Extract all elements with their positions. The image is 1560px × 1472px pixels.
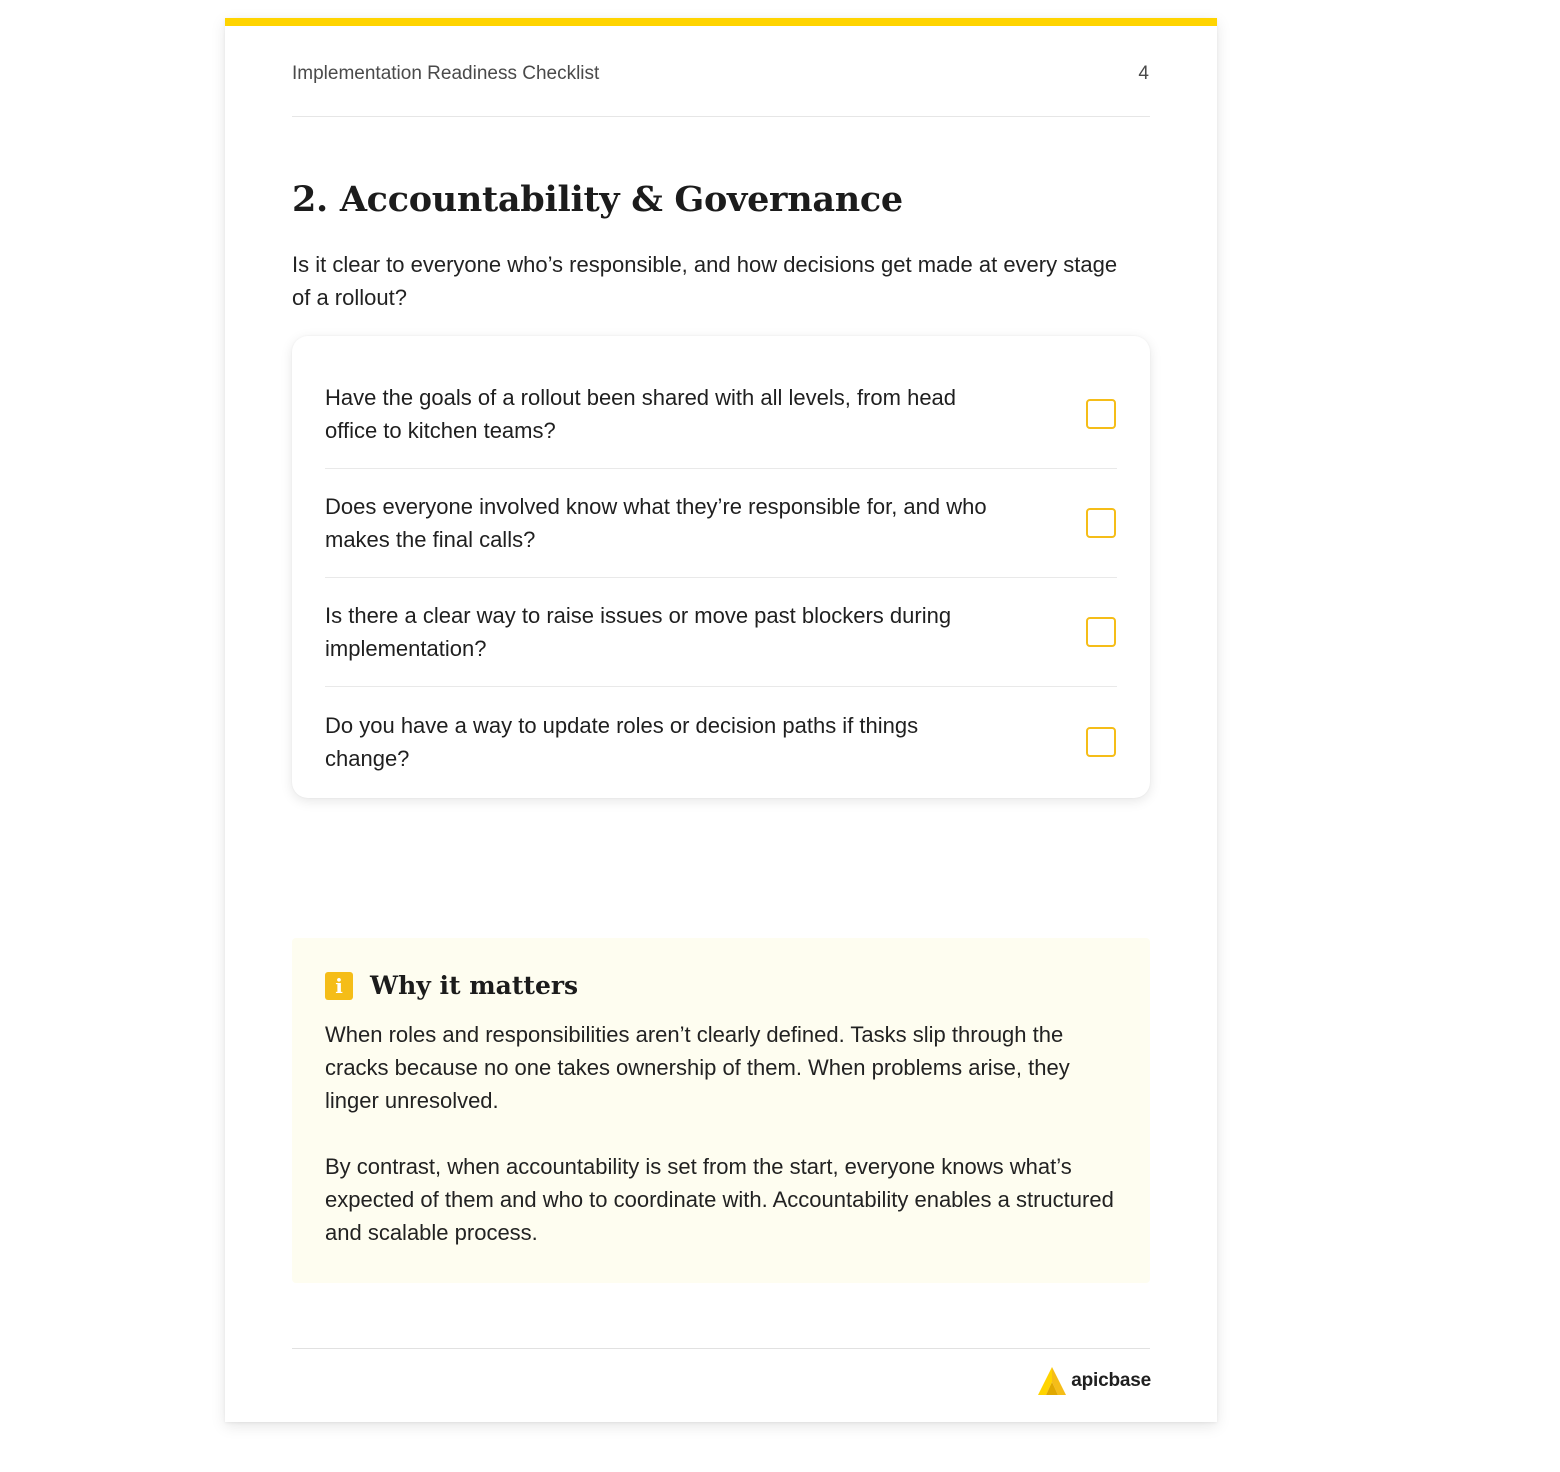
checklist-question: Is there a clear way to raise issues or move past blockers during implementation? <box>325 603 952 661</box>
checklist-question: Does everyone involved know what they’re responsible for, and who makes the final calls? <box>325 494 987 552</box>
callout-paragraph: When roles and responsibilities aren’t clearly defined. Tasks slip through the cracks because no one takes ownership of them. When problems arise, they linger unresolved. <box>325 1022 1070 1113</box>
apicbase-logo-icon <box>1037 1366 1067 1396</box>
checklist-item <box>325 469 1117 578</box>
callout-title: Why it matters <box>370 971 579 1000</box>
callout-heading <box>325 968 578 1004</box>
apicbase-logo <box>1037 1366 1151 1396</box>
section-title: 2. Accountability & Governance <box>292 179 903 220</box>
checklist-checkbox[interactable] <box>1086 399 1116 429</box>
footer-divider <box>292 1348 1150 1350</box>
checklist-item <box>325 687 1117 796</box>
page-number: 4 <box>1138 63 1149 84</box>
checklist-checkbox[interactable] <box>1086 508 1116 538</box>
document-title: Implementation Readiness Checklist <box>292 63 600 84</box>
why-it-matters-callout <box>292 938 1150 1283</box>
section-intro: Is it clear to everyone who’s responsible, and how decisions get made at every stage of a rollout? <box>292 252 1118 310</box>
checklist-item <box>325 578 1117 687</box>
checklist-checkbox[interactable] <box>1086 617 1116 647</box>
page-header <box>292 62 1150 117</box>
checklist-question: Do you have a way to update roles or decision paths if things change? <box>325 712 919 771</box>
checklist-checkbox[interactable] <box>1086 727 1116 757</box>
document-page <box>225 18 1217 1422</box>
logo-wordmark: apicbase <box>1071 1370 1151 1391</box>
checklist-card <box>292 336 1150 798</box>
checklist-item <box>325 360 1117 469</box>
checklist-question: Have the goals of a rollout been shared with all levels, from head office to kitchen teams? <box>325 385 957 443</box>
callout-paragraph: By contrast, when accountability is set from the start, everyone knows what’s expected of them and who to coordinate with. Accountability enables a structured and scalable process. <box>325 1154 1114 1245</box>
info-icon: i <box>325 972 353 1000</box>
